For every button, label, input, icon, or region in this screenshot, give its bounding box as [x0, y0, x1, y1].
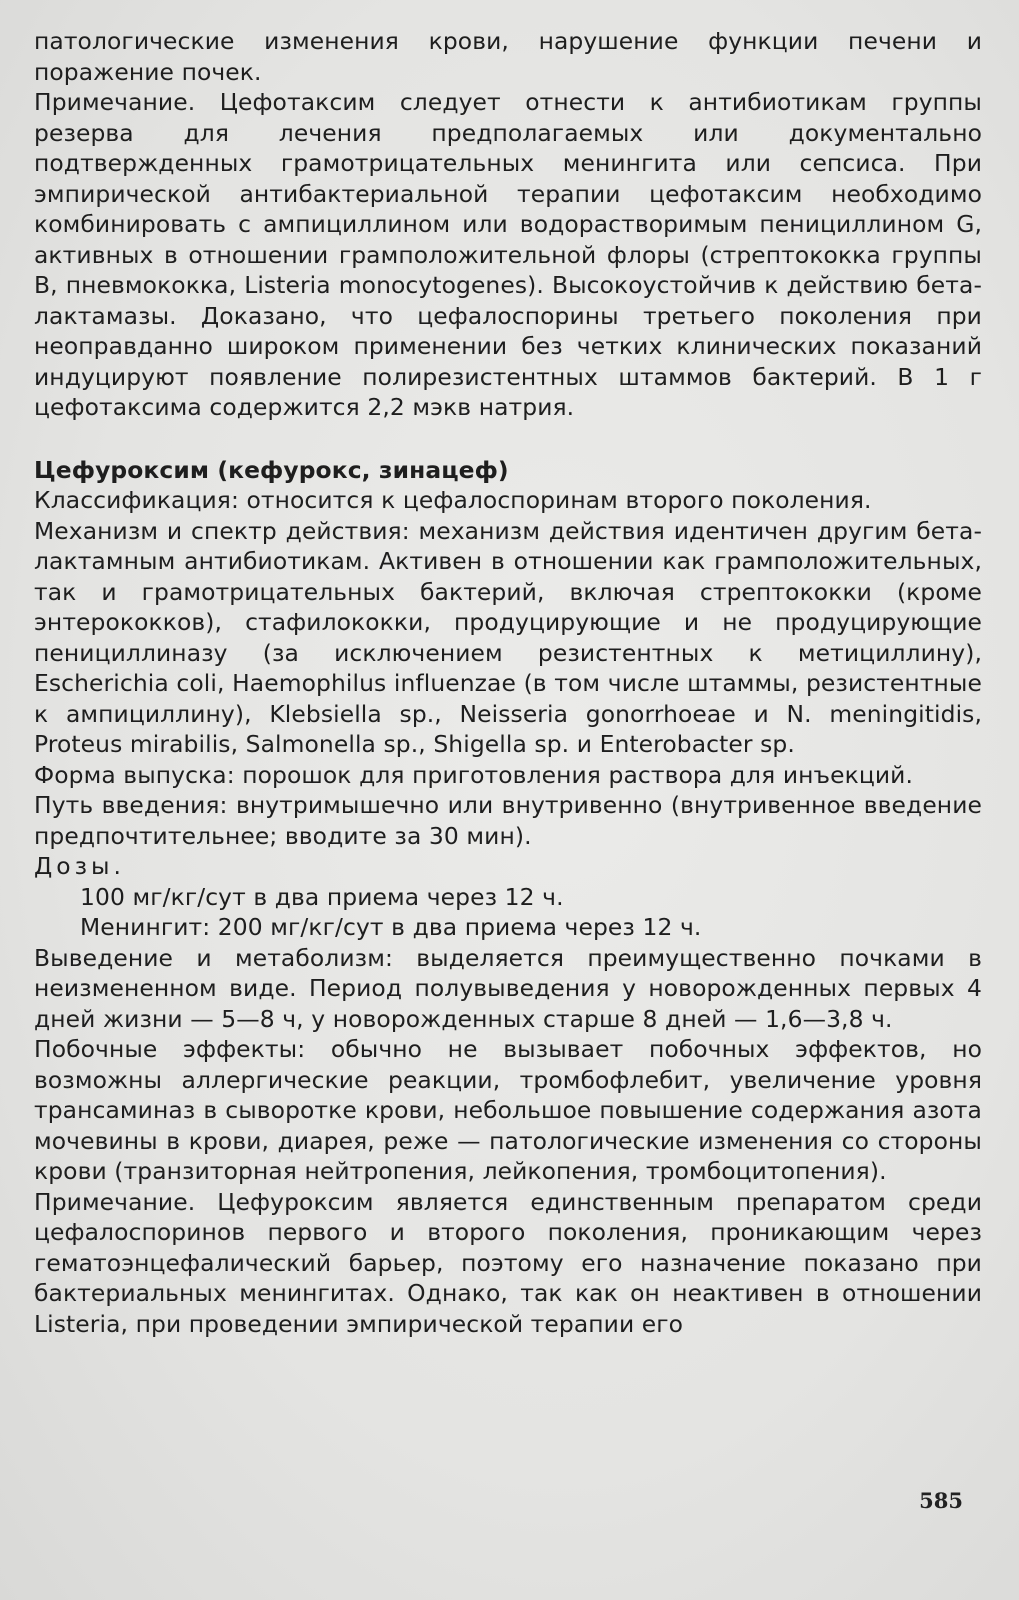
paragraph-side-effects: Побочные эффекты: обычно не вызывает побочных эффектов, но возможны аллергические реакции, тромбофлебит, увеличение уровня трансаминаз в сыворотке крови, небольшое повышение содержания азота мочевины в крови, диарея, реже — патологические изменения со стороны крови (транзиторная нейтропения, лейкопения, тромбоцитопения).	[34, 1035, 982, 1185]
page-number: 585	[919, 1488, 963, 1513]
paragraph-note-cefuroxime: Примечание. Цефуроксим является единственным препаратом среди цефалоспоринов первого и второго поколения, проникающим через гематоэнцефалический барьер, поэтому его назначение показано при бактериальных менингитах. Однако, так как он неактивен в отношении Listeria, при проведении эмпирической терапии его	[34, 1187, 982, 1338]
paragraph-mechanism: Механизм и спектр действия: механизм действия идентичен другим бета-лактамным антибиотикам. Активен в отношении как грамположительных, так и грамотрицательных бактерий, включая стрептококки (кроме энтерококков), стафилококки, продуцирующие и не продуцирующие пенициллиназу (за исключением резистентных к метициллину), Escherichia coli, Haemophilus influenzae (в том числе штаммы, резистентные к ампициллину), Klebsiella sp., Neisseria gonorrhoeae и N. meningitidis, Proteus mirabilis, Salmonella sp., Shigella sp. и Enterobacter sp.	[34, 516, 982, 758]
paragraph-continuation: патологические изменения крови, нарушение функции печени и поражение почек.	[34, 27, 982, 86]
paragraph-note-cefotaxime: Примечание. Цефотаксим следует отнести к антибиотикам группы резерва для лечения предполагаемых или документально подтвержденных грамотрицательных менингита или сепсиса. При эмпирической антибактериальной терапии цефотаксим необходимо комбинировать с ампициллином или водорастворимым пенициллином G, активных в отношении грамположительной флоры (стрептококка группы В, пневмококка, Listeria monocytogenes). Высокоустойчив к действию бета-лактамазы. Доказано, что цефалоспорины третьего поколения при неоправданно широком применении без четких клинических показаний индуцируют появление полирезистентных штаммов бактерий. В 1 г цефотаксима содержится 2,2 мэкв натрия.	[34, 88, 982, 421]
paragraph-excretion: Выведение и метаболизм: выделяется преимущественно почками в неизмененном виде. Период полувыведения у новорожденных первых 4 дней жизни — 5—8 ч, у новорожденных старше 8 дней — 1,6—3,8 ч.	[34, 943, 982, 1033]
paragraph-route: Путь введения: внутримышечно или внутривенно (внутривенное введение предпочтительнее; вводите за 30 мин).	[34, 791, 982, 850]
paragraph-classification: Классификация: относится к цефалоспоринам второго поколения.	[34, 486, 872, 514]
paragraph-dose-standard: 100 мг/кг/сут в два приема через 12 ч.	[80, 882, 564, 911]
paragraph-doses-label: Дозы.	[34, 852, 125, 880]
paragraph-release-form: Форма выпуска: порошок для приготовления раствора для инъекций.	[34, 760, 914, 789]
paragraph-dose-meningitis: Менингит: 200 мг/кг/сут в два приема через 12 ч.	[80, 913, 702, 941]
page-text	[34, 26, 982, 1339]
section-heading-cefuroxime: Цефуроксим (кефурокс, зинацеф)	[34, 455, 509, 484]
